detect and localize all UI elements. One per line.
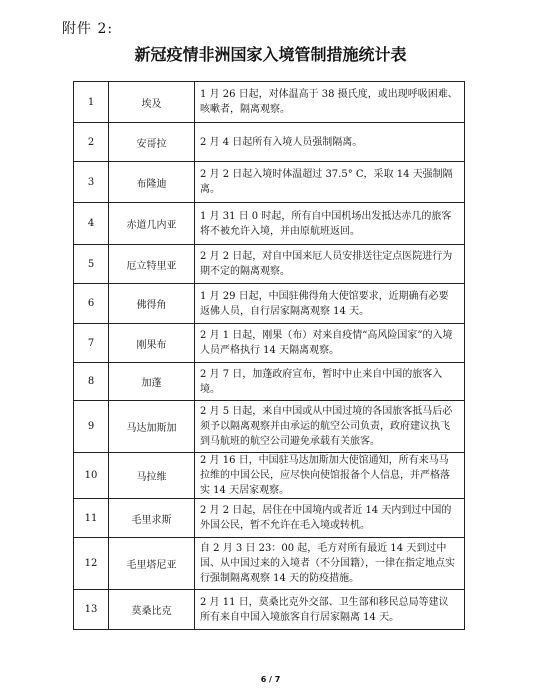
country-name: 莫桑比克 bbox=[109, 590, 195, 630]
entry-measure: 2 月 4 日起所有入境人员强制隔离。 bbox=[195, 123, 465, 162]
attachment-label: 附件 2: bbox=[62, 21, 114, 37]
country-name: 埃及 bbox=[109, 82, 195, 123]
entry-measure: 2 月 7 日，加蓬政府宣布，暂时中止来自中国的旅客入境。 bbox=[195, 363, 465, 401]
table-row bbox=[74, 123, 465, 162]
table-row bbox=[74, 401, 465, 453]
row-number: 10 bbox=[74, 453, 109, 499]
row-number: 5 bbox=[74, 245, 109, 284]
measures-table bbox=[73, 81, 465, 630]
table-row bbox=[74, 499, 465, 538]
entry-measure: 2 月 2 日起，居住在中国境内或者近 14 天内到过中国的外国公民，暂不允许在毛入境或转机。 bbox=[195, 499, 465, 538]
table-row bbox=[74, 324, 465, 363]
country-name: 毛里求斯 bbox=[109, 499, 195, 538]
row-number: 4 bbox=[74, 203, 109, 245]
table-row bbox=[74, 245, 465, 284]
row-number: 2 bbox=[74, 123, 109, 162]
table-row bbox=[74, 162, 465, 203]
table-row bbox=[74, 453, 465, 499]
row-number: 9 bbox=[74, 401, 109, 453]
entry-measure: 2 月 16 日，中国驻马达加斯加大使馆通知，所有来马马拉维的中国公民，应尽快向使馆报备个人信息，并严格落实 14 天居家观察。 bbox=[195, 453, 465, 499]
entry-measure: 1 月 31 日 0 时起，所有自中国机场出发抵达赤几的旅客将不被允许入境，并由原航班返回。 bbox=[195, 203, 465, 245]
table-row bbox=[74, 590, 465, 630]
table-row bbox=[74, 82, 465, 123]
row-number: 6 bbox=[74, 284, 109, 324]
country-name: 马达加斯加 bbox=[109, 401, 195, 453]
measures-table-body bbox=[74, 82, 465, 630]
table-row bbox=[74, 284, 465, 324]
row-number: 3 bbox=[74, 162, 109, 203]
country-name: 佛得角 bbox=[109, 284, 195, 324]
country-name: 安哥拉 bbox=[109, 123, 195, 162]
country-name: 毛里塔尼亚 bbox=[109, 538, 195, 590]
entry-measure: 2 月 5 日起，来自中国或从中国过境的各国旅客抵马后必须予以隔离观察并由承运的航空公司负责，政府建议执飞到马航班的航空公司避免承载有关旅客。 bbox=[195, 401, 465, 453]
table-row bbox=[74, 538, 465, 590]
entry-measure: 2 月 2 日起，对自中国来厄人员安排送往定点医院进行为期不定的隔离观察。 bbox=[195, 245, 465, 284]
row-number: 7 bbox=[74, 324, 109, 363]
row-number: 12 bbox=[74, 538, 109, 590]
document-title: 新冠疫情非洲国家入境管制措施统计表 bbox=[134, 45, 407, 64]
country-name: 厄立特里亚 bbox=[109, 245, 195, 284]
country-name: 刚果布 bbox=[109, 324, 195, 363]
country-name: 赤道几内亚 bbox=[109, 203, 195, 245]
row-number: 1 bbox=[74, 82, 109, 123]
country-name: 加蓬 bbox=[109, 363, 195, 401]
entry-measure: 1 月 29 日起，中国驻佛得角大使馆要求，近期确有必要返佛人员，自行居家隔离观察 14 天。 bbox=[195, 284, 465, 324]
entry-measure: 2 月 11 日，莫桑比克外交部、卫生部和移民总局等建议所有来自中国入境旅客自行居家隔离 14 天。 bbox=[195, 590, 465, 630]
row-number: 11 bbox=[74, 499, 109, 538]
table-row bbox=[74, 363, 465, 401]
entry-measure: 2 月 2 日起入境时体温超过 37.5° C，采取 14 天强制隔离。 bbox=[195, 162, 465, 203]
entry-measure: 1 月 26 日起，对体温高于 38 摄氏度，或出现呼吸困难、咳嗽者，隔离观察。 bbox=[195, 82, 465, 123]
row-number: 8 bbox=[74, 363, 109, 401]
country-name: 马拉维 bbox=[109, 453, 195, 499]
row-number: 13 bbox=[74, 590, 109, 630]
table-row bbox=[74, 203, 465, 245]
entry-measure: 自 2 月 3 日 23：00 起，毛方对所有最近 14 天到过中国、从中国过来的入境者（不分国籍），一律在指定地点实行强制隔离观察 14 天的防疫措施。 bbox=[195, 538, 465, 590]
page-number: 6 / 7 bbox=[260, 675, 281, 684]
entry-measure: 2 月 1 日起，刚果（布）对来自疫情“高风险国家”的入境人员严格执行 14 天隔离观察。 bbox=[195, 324, 465, 363]
country-name: 布隆迪 bbox=[109, 162, 195, 203]
